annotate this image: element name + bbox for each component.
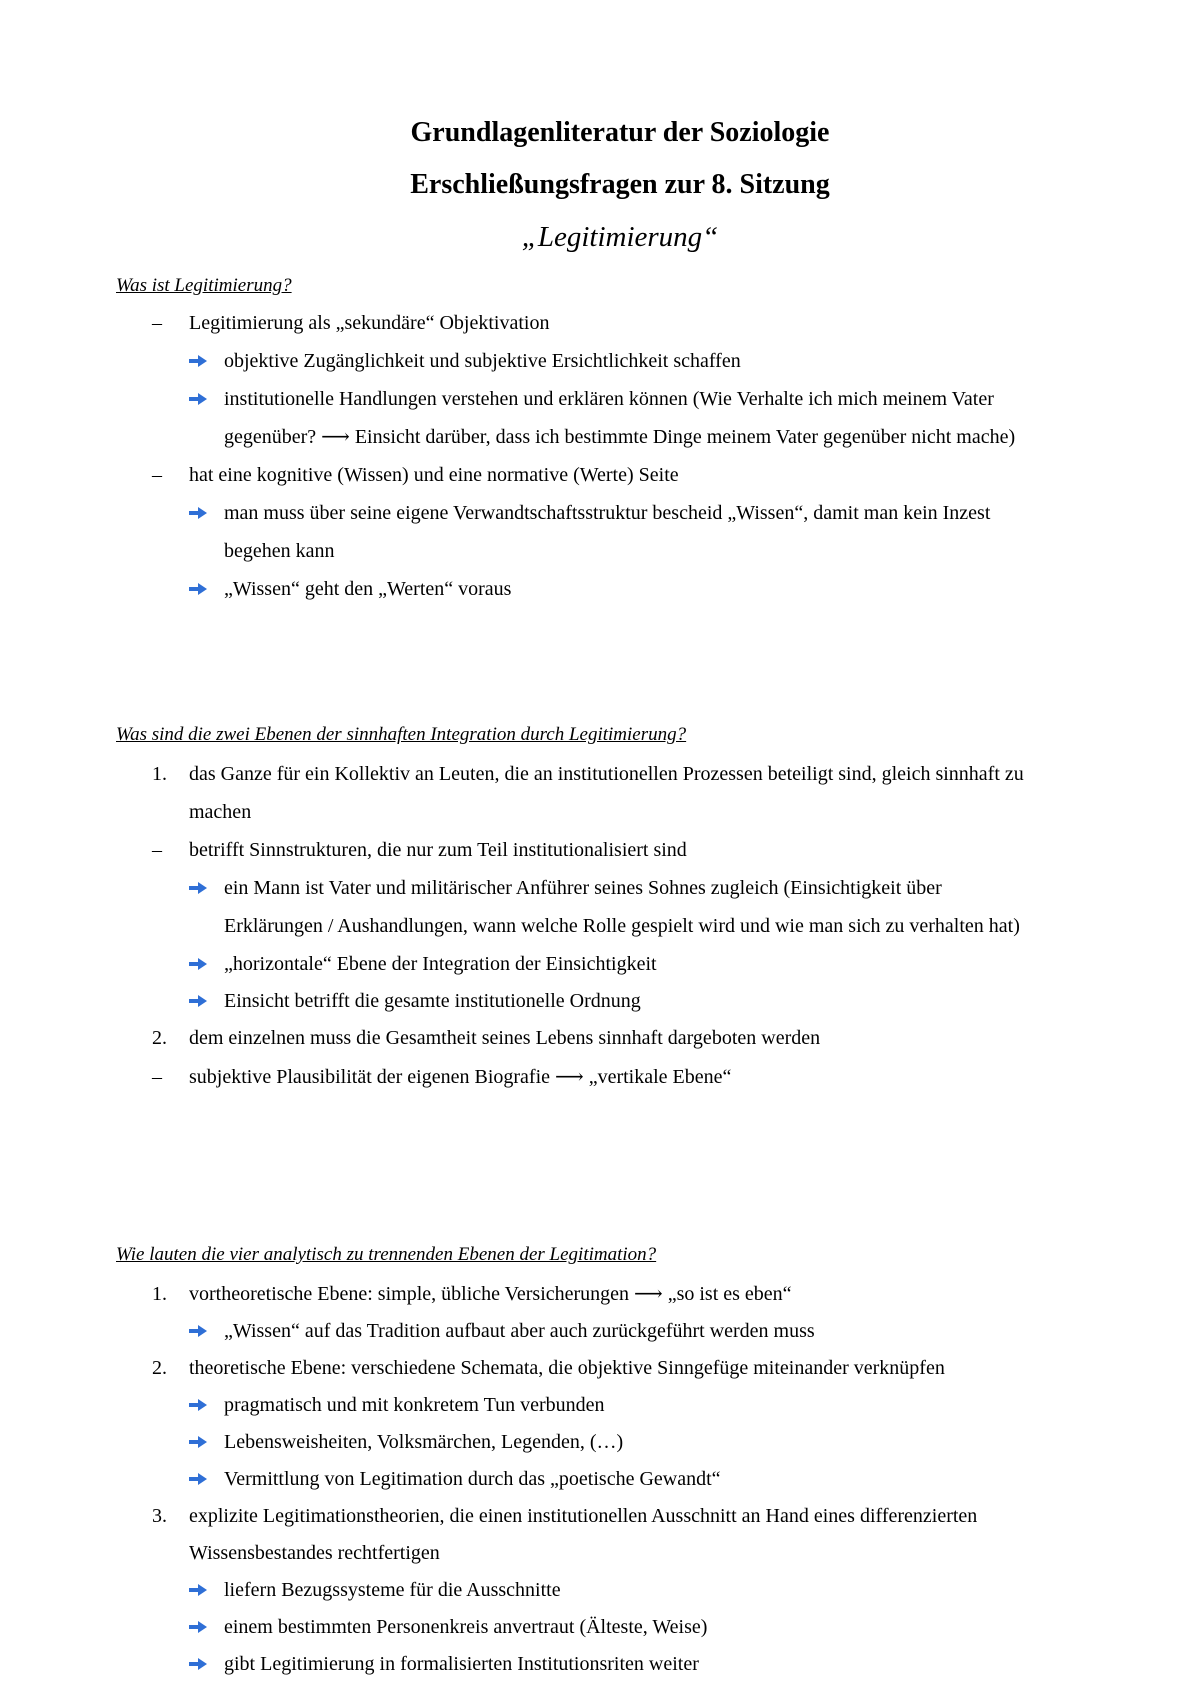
- dash-marker: –: [152, 1066, 162, 1088]
- document-topic: „Legitimierung“: [521, 221, 719, 253]
- list-item-text: machen: [189, 801, 252, 823]
- list-item-text: explizite Legitimationstheorien, die einen institutionellen Ausschnitt an Hand eines differenzierten: [189, 1505, 978, 1527]
- arrow-bullet-icon: [188, 994, 208, 1008]
- list-item-text: institutionelle Handlungen verstehen und erklären können (Wie Verhalte ich mich meinem Vater: [224, 388, 994, 410]
- list-item-text: liefern Bezugssysteme für die Ausschnitte: [224, 1579, 561, 1601]
- arrow-bullet-icon: [188, 506, 208, 520]
- list-item-text: einem bestimmten Personenkreis anvertraut (Älteste, Weise): [224, 1616, 708, 1638]
- dash-marker: –: [152, 839, 162, 861]
- number-marker: 1.: [152, 1283, 167, 1305]
- number-marker: 3.: [152, 1505, 167, 1527]
- list-item-text: subjektive Plausibilität der eigenen Biografie ⟶ „vertikale Ebene“: [189, 1066, 732, 1088]
- arrow-bullet-icon: [188, 957, 208, 971]
- list-item-text: „Wissen“ auf das Tradition aufbaut aber auch zurückgeführt werden muss: [224, 1320, 815, 1342]
- list-item-text: gibt Legitimierung in formalisierten Institutionsriten weiter: [224, 1653, 699, 1675]
- arrow-bullet-icon: [188, 1472, 208, 1486]
- dash-marker: –: [152, 312, 162, 334]
- dash-marker: –: [152, 464, 162, 486]
- list-item-text: hat eine kognitive (Wissen) und eine normative (Werte) Seite: [189, 464, 679, 486]
- list-item-text: Einsicht betrifft die gesamte institutionelle Ordnung: [224, 990, 641, 1012]
- list-item-text: „Wissen“ geht den „Werten“ voraus: [224, 578, 512, 600]
- list-item-text: das Ganze für ein Kollektiv an Leuten, die an institutionellen Prozessen beteiligt sind, gleich sinnhaft zu: [189, 763, 1024, 785]
- document-subtitle: Erschließungsfragen zur 8. Sitzung: [410, 169, 830, 200]
- arrow-bullet-icon: [188, 1657, 208, 1671]
- arrow-bullet-icon: [188, 1435, 208, 1449]
- list-item-text: objektive Zugänglichkeit und subjektive Ersichtlichkeit schaffen: [224, 350, 741, 372]
- list-item-text: man muss über seine eigene Verwandtschaftsstruktur bescheid „Wissen“, damit man kein Inzest: [224, 502, 991, 524]
- arrow-bullet-icon: [188, 1398, 208, 1412]
- arrow-bullet-icon: [188, 1583, 208, 1597]
- list-item-text: betrifft Sinnstrukturen, die nur zum Teil institutionalisiert sind: [189, 839, 687, 861]
- list-item-text: ein Mann ist Vater und militärischer Anführer seines Sohnes zugleich (Einsichtigkeit über: [224, 877, 942, 899]
- arrow-bullet-icon: [188, 582, 208, 596]
- list-item-text: Erklärungen / Aushandlungen, wann welche Rolle gespielt wird und wie man sich zu verhalten hat): [224, 915, 1020, 937]
- list-item-text: theoretische Ebene: verschiedene Schemata, die objektive Sinngefüge miteinander verknüpfen: [189, 1357, 945, 1379]
- list-item-text: Lebensweisheiten, Volksmärchen, Legenden, (…): [224, 1431, 624, 1453]
- list-item-text: Legitimierung als „sekundäre“ Objektivation: [189, 312, 550, 334]
- question-heading: Was ist Legitimierung?: [116, 275, 292, 296]
- list-item-text: begehen kann: [224, 540, 335, 562]
- list-item-text: vortheoretische Ebene: simple, übliche Versicherungen ⟶ „so ist es eben“: [189, 1283, 792, 1305]
- list-item-text: Vermittlung von Legitimation durch das „poetische Gewandt“: [224, 1468, 721, 1490]
- arrow-bullet-icon: [188, 1324, 208, 1338]
- list-item-text: gegenüber? ⟶ Einsicht darüber, dass ich bestimmte Dinge meinem Vater gegenüber nicht mache): [224, 426, 1016, 448]
- list-item-text: Wissensbestandes rechtfertigen: [189, 1542, 440, 1564]
- list-item-text: pragmatisch und mit konkretem Tun verbunden: [224, 1394, 605, 1416]
- question-heading: Was sind die zwei Ebenen der sinnhaften Integration durch Legitimierung?: [116, 724, 687, 745]
- number-marker: 1.: [152, 763, 167, 785]
- question-heading: Wie lauten die vier analytisch zu trennenden Ebenen der Legitimation?: [116, 1244, 657, 1265]
- list-item-text: „horizontale“ Ebene der Integration der Einsichtigkeit: [224, 953, 657, 975]
- document-title: Grundlagenliteratur der Soziologie: [410, 117, 830, 148]
- number-marker: 2.: [152, 1027, 167, 1049]
- arrow-bullet-icon: [188, 392, 208, 406]
- arrow-bullet-icon: [188, 881, 208, 895]
- list-item-text: dem einzelnen muss die Gesamtheit seines Lebens sinnhaft dargeboten werden: [189, 1027, 821, 1049]
- arrow-bullet-icon: [188, 1620, 208, 1634]
- arrow-bullet-icon: [188, 354, 208, 368]
- number-marker: 2.: [152, 1357, 167, 1379]
